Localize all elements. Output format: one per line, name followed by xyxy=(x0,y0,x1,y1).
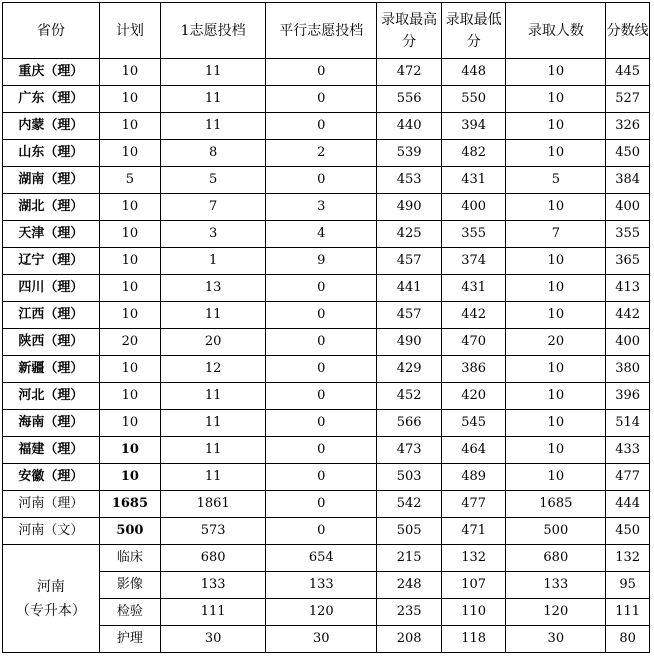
data-cell: 133 xyxy=(266,572,377,599)
major-cell: 护理 xyxy=(99,626,160,653)
province-cell: 内蒙（理） xyxy=(3,113,100,140)
data-cell: 30 xyxy=(266,626,377,653)
province-cell: 河南（文） xyxy=(3,518,100,545)
data-cell: 441 xyxy=(377,275,441,302)
data-cell: 10 xyxy=(506,356,606,383)
data-cell: 11 xyxy=(161,383,266,410)
data-cell: 12 xyxy=(161,356,266,383)
data-cell: 10 xyxy=(506,437,606,464)
province-cell: 湖北（理） xyxy=(3,194,100,221)
data-cell: 545 xyxy=(441,410,505,437)
data-cell: 10 xyxy=(506,86,606,113)
data-cell: 539 xyxy=(377,140,441,167)
data-cell: 8 xyxy=(161,140,266,167)
data-cell: 355 xyxy=(441,221,505,248)
data-cell: 11 xyxy=(161,437,266,464)
header-cell: 录取最低分 xyxy=(441,3,505,59)
data-cell: 30 xyxy=(506,626,606,653)
table-row xyxy=(3,194,650,221)
data-cell: 471 xyxy=(441,518,505,545)
data-cell: 470 xyxy=(441,329,505,356)
data-cell: 450 xyxy=(606,518,650,545)
data-cell: 680 xyxy=(161,545,266,572)
table-row xyxy=(3,248,650,275)
data-cell: 80 xyxy=(606,626,650,653)
data-cell: 396 xyxy=(606,383,650,410)
zsb-province-line: 河南 xyxy=(36,578,65,595)
data-cell: 10 xyxy=(99,140,160,167)
table-row xyxy=(3,599,650,626)
data-cell: 10 xyxy=(99,194,160,221)
table-row xyxy=(3,464,650,491)
data-cell: 10 xyxy=(506,302,606,329)
data-cell: 450 xyxy=(606,140,650,167)
province-cell: 辽宁（理） xyxy=(3,248,100,275)
table-row xyxy=(3,167,650,194)
data-cell: 20 xyxy=(506,329,606,356)
province-cell: 海南（理） xyxy=(3,410,100,437)
data-cell: 680 xyxy=(506,545,606,572)
data-cell: 10 xyxy=(99,86,160,113)
data-cell: 10 xyxy=(99,437,160,464)
data-cell: 384 xyxy=(606,167,650,194)
data-cell: 431 xyxy=(441,275,505,302)
data-cell: 95 xyxy=(606,572,650,599)
province-cell: 安徽（理） xyxy=(3,464,100,491)
table-row xyxy=(3,140,650,167)
data-cell: 111 xyxy=(161,599,266,626)
data-cell: 473 xyxy=(377,437,441,464)
data-cell: 365 xyxy=(606,248,650,275)
header-cell: 录取最高分 xyxy=(377,3,441,59)
province-cell: 河南（理） xyxy=(3,491,100,518)
table-row xyxy=(3,113,650,140)
table-row xyxy=(3,221,650,248)
data-cell: 3 xyxy=(161,221,266,248)
data-cell: 444 xyxy=(606,491,650,518)
data-cell: 394 xyxy=(441,113,505,140)
data-cell: 5 xyxy=(506,167,606,194)
major-cell: 影像 xyxy=(99,572,160,599)
data-cell: 400 xyxy=(441,194,505,221)
data-cell: 10 xyxy=(99,275,160,302)
data-cell: 527 xyxy=(606,86,650,113)
data-cell: 10 xyxy=(506,59,606,86)
data-cell: 420 xyxy=(441,383,505,410)
data-cell: 0 xyxy=(266,518,377,545)
data-cell: 120 xyxy=(506,599,606,626)
data-cell: 9 xyxy=(266,248,377,275)
province-cell: 新疆（理） xyxy=(3,356,100,383)
data-cell: 11 xyxy=(161,86,266,113)
header-cell: 省份 xyxy=(3,3,100,59)
province-cell: 湖南（理） xyxy=(3,167,100,194)
province-cell: 重庆（理） xyxy=(3,59,100,86)
data-cell: 208 xyxy=(377,626,441,653)
data-cell: 477 xyxy=(606,464,650,491)
data-cell: 3 xyxy=(266,194,377,221)
data-cell: 445 xyxy=(606,59,650,86)
data-cell: 505 xyxy=(377,518,441,545)
data-cell: 10 xyxy=(99,383,160,410)
data-cell: 472 xyxy=(377,59,441,86)
data-cell: 452 xyxy=(377,383,441,410)
table-row xyxy=(3,86,650,113)
data-cell: 0 xyxy=(266,302,377,329)
data-cell: 448 xyxy=(441,59,505,86)
data-cell: 10 xyxy=(99,410,160,437)
data-cell: 10 xyxy=(506,410,606,437)
data-cell: 11 xyxy=(161,113,266,140)
header-cell: 计划 xyxy=(99,3,160,59)
data-cell: 514 xyxy=(606,410,650,437)
data-cell: 11 xyxy=(161,59,266,86)
header-cell: 平行志愿投档 xyxy=(266,3,377,59)
data-cell: 0 xyxy=(266,491,377,518)
data-cell: 10 xyxy=(99,221,160,248)
data-cell: 0 xyxy=(266,464,377,491)
data-cell: 374 xyxy=(441,248,505,275)
data-cell: 0 xyxy=(266,410,377,437)
data-cell: 11 xyxy=(161,410,266,437)
data-cell: 10 xyxy=(99,464,160,491)
data-cell: 433 xyxy=(606,437,650,464)
data-cell: 10 xyxy=(506,248,606,275)
data-cell: 7 xyxy=(161,194,266,221)
data-cell: 111 xyxy=(606,599,650,626)
data-cell: 120 xyxy=(266,599,377,626)
data-cell: 566 xyxy=(377,410,441,437)
table-row xyxy=(3,356,650,383)
data-cell: 573 xyxy=(161,518,266,545)
data-cell: 442 xyxy=(606,302,650,329)
data-cell: 20 xyxy=(99,329,160,356)
data-cell: 413 xyxy=(606,275,650,302)
data-cell: 440 xyxy=(377,113,441,140)
data-cell: 10 xyxy=(506,383,606,410)
data-cell: 10 xyxy=(99,248,160,275)
data-cell: 13 xyxy=(161,275,266,302)
data-cell: 482 xyxy=(441,140,505,167)
data-cell: 10 xyxy=(99,302,160,329)
data-cell: 10 xyxy=(506,464,606,491)
table-row xyxy=(3,383,650,410)
data-cell: 429 xyxy=(377,356,441,383)
table-row xyxy=(3,410,650,437)
data-cell: 400 xyxy=(606,329,650,356)
data-cell: 0 xyxy=(266,437,377,464)
data-cell: 550 xyxy=(441,86,505,113)
data-cell: 132 xyxy=(441,545,505,572)
province-cell: 河北（理） xyxy=(3,383,100,410)
data-cell: 20 xyxy=(161,329,266,356)
header-cell: 1志愿投档 xyxy=(161,3,266,59)
header-cell: 分数线 xyxy=(606,3,650,59)
data-cell: 11 xyxy=(161,464,266,491)
table-row xyxy=(3,545,650,572)
data-cell: 0 xyxy=(266,113,377,140)
data-cell: 133 xyxy=(506,572,606,599)
data-cell: 10 xyxy=(506,194,606,221)
data-cell: 107 xyxy=(441,572,505,599)
zsb-province-cell xyxy=(3,545,100,653)
data-cell: 118 xyxy=(441,626,505,653)
zsb-province-line: （专升本） xyxy=(15,602,86,619)
table-row xyxy=(3,275,650,302)
table-row xyxy=(3,626,650,653)
major-cell: 检验 xyxy=(99,599,160,626)
data-cell: 453 xyxy=(377,167,441,194)
data-cell: 30 xyxy=(161,626,266,653)
data-cell: 5 xyxy=(99,167,160,194)
header-row xyxy=(3,3,650,59)
data-cell: 7 xyxy=(506,221,606,248)
data-cell: 477 xyxy=(441,491,505,518)
data-cell: 0 xyxy=(266,59,377,86)
table-row xyxy=(3,491,650,518)
data-cell: 1861 xyxy=(161,491,266,518)
data-cell: 1685 xyxy=(99,491,160,518)
data-cell: 4 xyxy=(266,221,377,248)
data-cell: 489 xyxy=(441,464,505,491)
data-cell: 425 xyxy=(377,221,441,248)
table-row xyxy=(3,518,650,545)
province-cell: 天津（理） xyxy=(3,221,100,248)
data-cell: 490 xyxy=(377,194,441,221)
province-cell: 江西（理） xyxy=(3,302,100,329)
table-row xyxy=(3,59,650,86)
data-cell: 500 xyxy=(506,518,606,545)
data-cell: 380 xyxy=(606,356,650,383)
data-cell: 0 xyxy=(266,86,377,113)
data-cell: 110 xyxy=(441,599,505,626)
data-cell: 10 xyxy=(99,59,160,86)
data-cell: 326 xyxy=(606,113,650,140)
data-cell: 10 xyxy=(506,140,606,167)
data-cell: 10 xyxy=(506,275,606,302)
province-cell: 四川（理） xyxy=(3,275,100,302)
table-row xyxy=(3,437,650,464)
data-cell: 503 xyxy=(377,464,441,491)
data-cell: 132 xyxy=(606,545,650,572)
data-cell: 215 xyxy=(377,545,441,572)
province-cell: 福建（理） xyxy=(3,437,100,464)
data-cell: 10 xyxy=(99,113,160,140)
data-cell: 490 xyxy=(377,329,441,356)
admission-table xyxy=(2,2,650,653)
data-cell: 2 xyxy=(266,140,377,167)
data-cell: 10 xyxy=(506,113,606,140)
data-cell: 248 xyxy=(377,572,441,599)
data-cell: 457 xyxy=(377,248,441,275)
data-cell: 1 xyxy=(161,248,266,275)
data-cell: 0 xyxy=(266,275,377,302)
data-cell: 10 xyxy=(99,356,160,383)
table-row xyxy=(3,302,650,329)
data-cell: 235 xyxy=(377,599,441,626)
data-cell: 457 xyxy=(377,302,441,329)
data-cell: 654 xyxy=(266,545,377,572)
data-cell: 464 xyxy=(441,437,505,464)
major-cell: 临床 xyxy=(99,545,160,572)
table-row xyxy=(3,329,650,356)
data-cell: 0 xyxy=(266,329,377,356)
province-cell: 陕西（理） xyxy=(3,329,100,356)
data-cell: 400 xyxy=(606,194,650,221)
data-cell: 0 xyxy=(266,167,377,194)
province-cell: 广东（理） xyxy=(3,86,100,113)
data-cell: 542 xyxy=(377,491,441,518)
data-cell: 5 xyxy=(161,167,266,194)
data-cell: 0 xyxy=(266,383,377,410)
header-cell: 录取人数 xyxy=(506,3,606,59)
data-cell: 355 xyxy=(606,221,650,248)
table-row xyxy=(3,572,650,599)
data-cell: 386 xyxy=(441,356,505,383)
data-cell: 11 xyxy=(161,302,266,329)
data-cell: 1685 xyxy=(506,491,606,518)
data-cell: 500 xyxy=(99,518,160,545)
data-cell: 0 xyxy=(266,356,377,383)
data-cell: 556 xyxy=(377,86,441,113)
data-cell: 442 xyxy=(441,302,505,329)
province-cell: 山东（理） xyxy=(3,140,100,167)
data-cell: 431 xyxy=(441,167,505,194)
data-cell: 133 xyxy=(161,572,266,599)
